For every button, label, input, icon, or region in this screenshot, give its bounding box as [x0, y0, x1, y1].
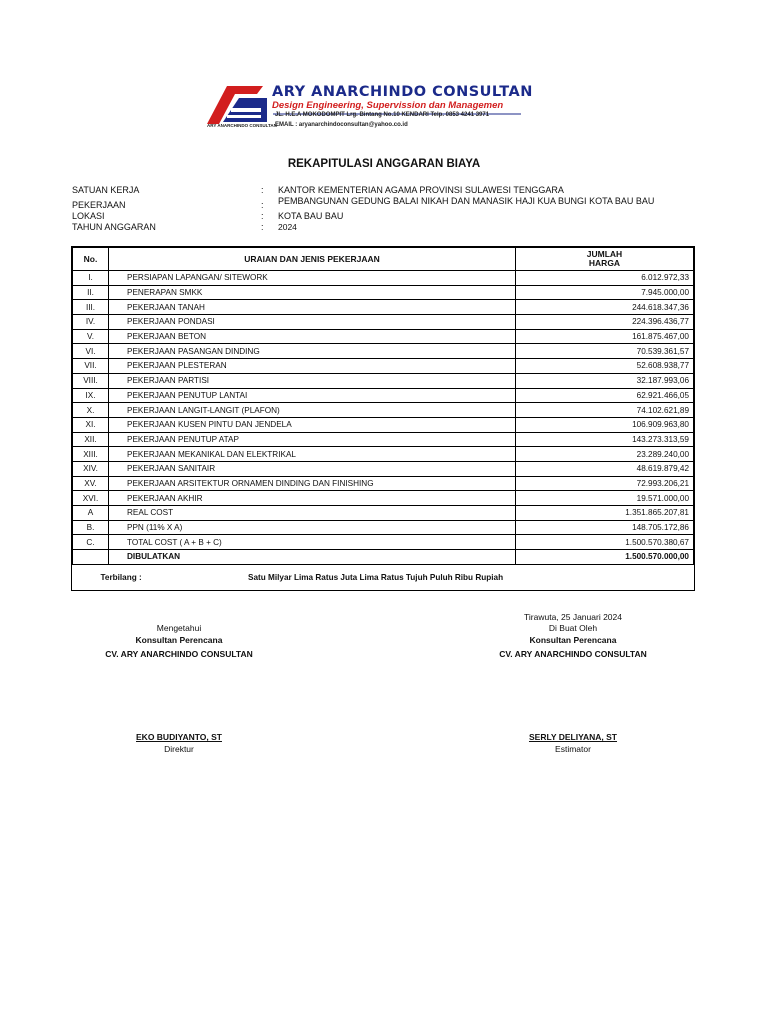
table-row	[73, 315, 694, 330]
row-no: V.	[73, 329, 109, 344]
table-row	[73, 476, 694, 491]
row-desc: PEKERJAAN PASANGAN DINDING	[109, 344, 516, 359]
info-value-pekerjaan: PEMBANGUNAN GEDUNG BALAI NIKAH DAN MANASIK HAJI KUA BUNGI KOTA BAU BAU	[278, 196, 655, 206]
row-no: XIII.	[73, 447, 109, 462]
info-value-tahun-anggaran: 2024	[278, 222, 297, 232]
row-no: VII.	[73, 359, 109, 374]
table-header-row	[73, 248, 694, 271]
info-label-tahun-anggaran: TAHUN ANGGARAN	[72, 222, 156, 232]
terbilang-empty	[516, 564, 694, 590]
row-amount: 106.909.963,80	[516, 417, 694, 432]
row-no: B.	[73, 520, 109, 535]
row-desc: PPN (11% X A)	[109, 520, 516, 535]
row-amount: 32.187.993,06	[516, 373, 694, 388]
row-amount: 48.619.879,42	[516, 461, 694, 476]
col-header-desc: URAIAN DAN JENIS PEKERJAAN	[109, 248, 516, 271]
row-amount: 23.289.240,00	[516, 447, 694, 462]
row-desc: PEKERJAAN PLESTERAN	[109, 359, 516, 374]
table-row	[73, 300, 694, 315]
sign-left-line1: Mengetahui	[156, 623, 202, 633]
row-desc: PEKERJAAN PARTISI	[109, 373, 516, 388]
table-row	[73, 491, 694, 506]
info-label-lokasi: LOKASI	[72, 211, 105, 221]
sign-right-name-text: SERLY DELIYANA, ST	[528, 732, 618, 742]
col-header-amount-line2: HARGA	[588, 258, 621, 268]
sign-left-name	[49, 732, 309, 742]
row-desc: PEKERJAAN BETON	[109, 329, 516, 344]
col-header-amount-line1: JUMLAH	[586, 249, 623, 259]
table-row	[73, 506, 694, 521]
row-amount: 244.618.347,36	[516, 300, 694, 315]
row-no: A	[73, 506, 109, 521]
row-no: VI.	[73, 344, 109, 359]
company-address: JL. H.E.A MOKODOMPIT Lrg. Bintang No.10 KENDARI Telp. 0853 4241 3971	[275, 112, 490, 118]
rounded-amount: 1.500.570.000,00	[516, 550, 694, 565]
row-no: II.	[73, 285, 109, 300]
terbilang-cell	[73, 564, 516, 590]
info-colon: :	[261, 211, 264, 221]
terbilang-label: Terbilang :	[100, 572, 142, 582]
sign-left-name-text: EKO BUDIYANTO, ST	[136, 732, 222, 742]
row-desc: PENERAPAN SMKK	[109, 285, 516, 300]
rounded-no	[73, 550, 109, 565]
row-no: IV.	[73, 315, 109, 330]
table-row	[73, 285, 694, 300]
row-desc: REAL COST	[109, 506, 516, 521]
info-label-pekerjaan: PEKERJAAN	[72, 200, 126, 210]
table-row	[73, 271, 694, 286]
table-row	[73, 461, 694, 476]
document-title: REKAPITULASI ANGGARAN BIAYA	[287, 158, 481, 170]
col-header-amount	[516, 248, 694, 271]
row-desc: PEKERJAAN MEKANIKAL DAN ELEKTRIKAL	[109, 447, 516, 462]
row-amount: 6.012.972,33	[516, 271, 694, 286]
row-amount: 224.396.436,77	[516, 315, 694, 330]
col-header-no: No.	[73, 248, 109, 271]
company-email: EMAIL : aryanarchindoconsultan@yahoo.co.id	[275, 122, 408, 128]
row-desc: PEKERJAAN LANGIT-LANGIT (PLAFON)	[109, 403, 516, 418]
row-no: III.	[73, 300, 109, 315]
table-row	[73, 344, 694, 359]
row-desc: PEKERJAAN ARSITEKTUR ORNAMEN DINDING DAN FINISHING	[109, 476, 516, 491]
table-row	[73, 359, 694, 374]
row-no: X.	[73, 403, 109, 418]
row-amount: 19.571.000,00	[516, 491, 694, 506]
table-row	[73, 388, 694, 403]
row-desc: PEKERJAAN PENUTUP ATAP	[109, 432, 516, 447]
row-no: IX.	[73, 388, 109, 403]
rounded-label: DIBULATKAN	[109, 550, 516, 565]
row-desc: PEKERJAAN TANAH	[109, 300, 516, 315]
info-value-lokasi: KOTA BAU BAU	[278, 211, 344, 221]
info-colon: :	[261, 185, 264, 195]
table-row	[73, 329, 694, 344]
row-amount: 62.921.466,05	[516, 388, 694, 403]
row-desc: PEKERJAAN PENUTUP LANTAI	[109, 388, 516, 403]
row-amount: 70.539.361,57	[516, 344, 694, 359]
row-amount: 1.351.865.207,81	[516, 506, 694, 521]
table-row	[73, 432, 694, 447]
row-no: VIII.	[73, 373, 109, 388]
logo-white-bar	[227, 115, 261, 118]
sign-place-date: Tirawuta, 25 Januari 2024	[524, 612, 622, 622]
row-amount: 148.705.172,86	[516, 520, 694, 535]
row-desc: PEKERJAAN PONDASI	[109, 315, 516, 330]
terbilang-text: Satu Milyar Lima Ratus Juta Lima Ratus Tujuh Puluh Ribu Rupiah	[248, 572, 504, 582]
table-row	[73, 373, 694, 388]
row-desc: PEKERJAAN KUSEN PINTU DAN JENDELA	[109, 417, 516, 432]
info-colon: :	[261, 200, 264, 210]
table-row	[73, 447, 694, 462]
row-amount: 1.500.570.380,67	[516, 535, 694, 550]
row-amount: 52.608.938,77	[516, 359, 694, 374]
table-row	[73, 535, 694, 550]
row-amount: 72.993.206,21	[516, 476, 694, 491]
row-amount: 143.273.313,59	[516, 432, 694, 447]
terbilang-row	[73, 564, 694, 590]
company-tagline: Design Engineering, Supervission dan Managemen	[272, 100, 504, 111]
table-row	[73, 520, 694, 535]
logo-caption: ARY ANARCHINDO CONSULTAN	[207, 123, 277, 128]
sign-left-role: Direktur	[164, 744, 194, 754]
sign-right-role: Estimator	[555, 744, 591, 754]
row-no: XV.	[73, 476, 109, 491]
row-no: XI.	[73, 417, 109, 432]
sign-right-line1: Di Buat Oleh	[548, 623, 598, 633]
row-no: XII.	[73, 432, 109, 447]
row-no: XVI.	[73, 491, 109, 506]
row-desc: PEKERJAAN SANITAIR	[109, 461, 516, 476]
info-colon: :	[261, 222, 264, 232]
budget-table	[71, 246, 695, 591]
row-amount: 161.875.467,00	[516, 329, 694, 344]
company-name: ARY ANARCHINDO CONSULTAN	[272, 84, 533, 100]
row-amount: 74.102.621,89	[516, 403, 694, 418]
row-no: C.	[73, 535, 109, 550]
row-amount: 7.945.000,00	[516, 285, 694, 300]
info-label-satuan-kerja: SATUAN KERJA	[72, 185, 140, 195]
sign-left-org: Konsultan Perencana	[135, 635, 223, 645]
sign-right-org: Konsultan Perencana	[529, 635, 617, 645]
row-no: XIV.	[73, 461, 109, 476]
row-desc: PEKERJAAN AKHIR	[109, 491, 516, 506]
info-value-satuan-kerja: KANTOR KEMENTERIAN AGAMA PROVINSI SULAWESI TENGGARA	[278, 185, 564, 195]
logo-white-bar	[231, 108, 261, 112]
sign-left-company: CV. ARY ANARCHINDO CONSULTAN	[105, 649, 253, 659]
rounded-row	[73, 550, 694, 565]
table-row	[73, 417, 694, 432]
sign-right-company: CV. ARY ANARCHINDO CONSULTAN	[499, 649, 647, 659]
sign-right-name	[443, 732, 703, 742]
row-no: I.	[73, 271, 109, 286]
row-desc: TOTAL COST ( A + B + C)	[109, 535, 516, 550]
table-row	[73, 403, 694, 418]
row-desc: PERSIAPAN LAPANGAN/ SITEWORK	[109, 271, 516, 286]
